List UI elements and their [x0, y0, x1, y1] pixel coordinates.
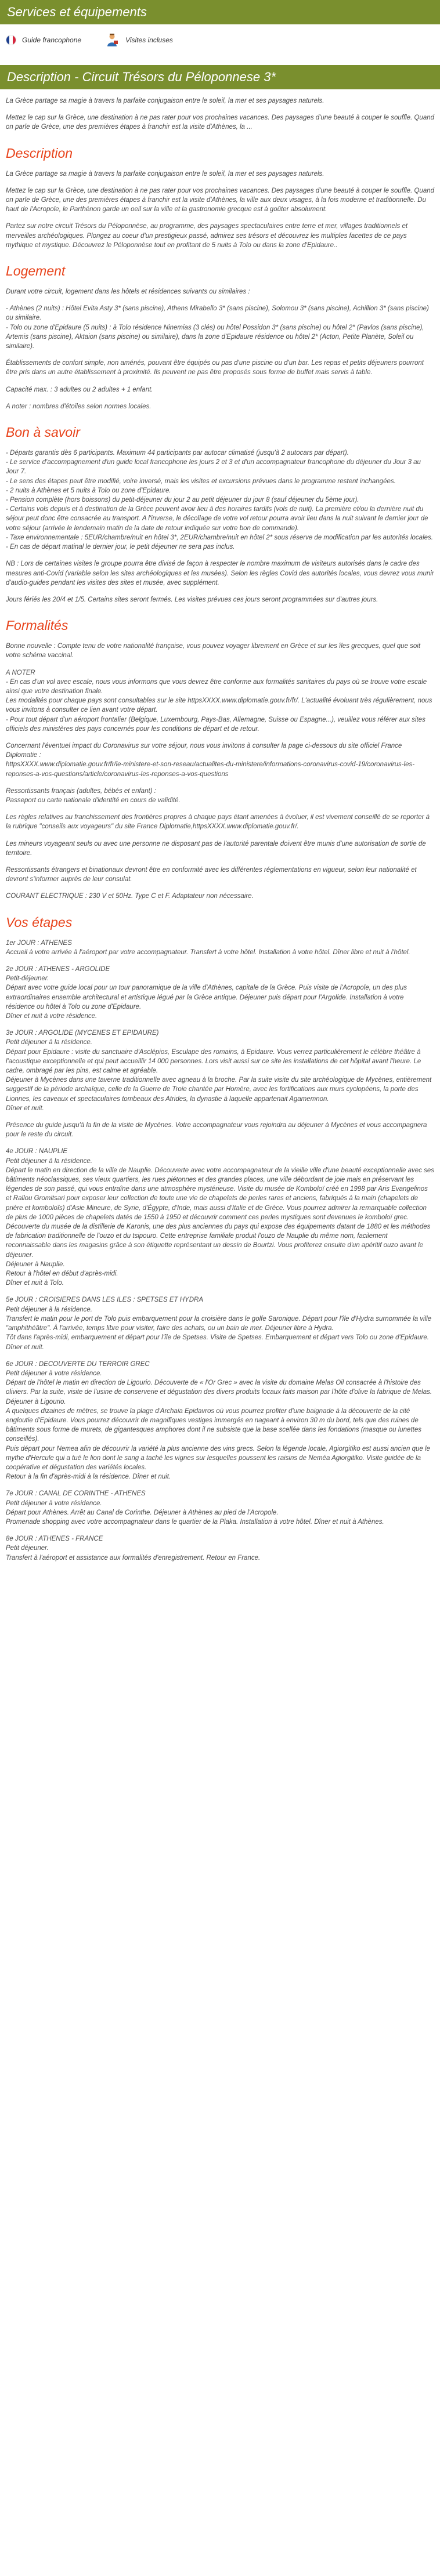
- logement-paragraph: Capacité max. : 3 adultes ou 2 adultes + 1 enfant.: [6, 386, 153, 393]
- service-label-guide: Guide francophone: [22, 35, 82, 44]
- logement-paragraph: Durant votre circuit, logement dans les hôtels et résidences suivants ou similaires :: [6, 288, 250, 296]
- day-block: 1er JOUR : ATHENES Accueil à votre arrivée à l'aéroport par votre accompagnateur. Transfert à votre hôtel. Installation à votre hôtel. Dîner libre et nuit à l'hôtel.: [6, 939, 410, 956]
- formalites-paragraph: A NOTER - En cas d'un vol avec escale, nous vous informons que vous devrez être conforme aux formalités sanitaires du pays où se trouve votre escale ainsi que votre destination finale. Les modalités pour chaque pays sont consultables sur le site httpsXXXX.www.diplomatie.gouv.fr/fr/. L'actualité évoluant très régulièrement, nous vous invitons à consulter ce lien avant votre départ. - Pour tout départ d'un aéroport frontalier (Belgique, Luxembourg, Pays-Bas, Allemagne, Suisse ou Espagne...), veuillez vous référer aux sites officiels des ministères des pays concernés pour les conditions de départ et de retour.: [6, 669, 432, 733]
- bon-a-savoir-paragraph: - Départs garantis dès 6 participants. Maximum 44 participants par autocar climatisé (jusqu'à 2 autocars par départ). - Le service d'accompagnement d'un guide local francophone les jours 2 et 3 et d'un accompagnateur francophone du déjeuner du Jour 3 au Jour 7. - Le sens des étapes peut être modifié, voire inversé, mais les visites et excursions prévues dans le programme restent inchangées. - 2 nuits à Athènes et 5 nuits à Tolo ou zone d'Epidaure. - Pension complète (hors boissons) du petit-déjeuner du jour 2 au petit déjeuner du jour 8 (sauf déjeuner du 5ème jour). - Certains vols depuis et à destination de la Grèce peuvent avoir lieu à des horaires tardifs (vols de nuit). La première et/ou la dernière nuit du séjour peut donc être consacrée au transport. A l'inverse, le décollage de votre vol retour pourra avoir lieu dans la nuit suivant le dernier jour de votre séjour (arrivée le lendemain matin de la date de retour indiquée sur votre bon de commande). - Taxe environnementale : 5EUR/chambre/nuit en hôtel 3*, 2EUR/chambre/nuit en hôtel 2* sous réserve de modification par les autorités locales. - En cas de départ matinal le dernier jour, le petit déjeuner ne sera pas inclus.: [6, 450, 433, 551]
- formalites-paragraph: Concernant l'éventuel impact du Coronavirus sur votre séjour, nous vous invitons à consulter la page ci-dessous du site officiel France Diplomatie : httpsXXXX.www.diplomatie.gouv.fr/fr/le-ministere-et-son-reseau/actualites-du-ministere/informations-coronavirus-covid-19/coronavirus-les-reponses-a-vos-questions/article/coronavirus-les-reponses-a-vos-questions: [6, 742, 415, 778]
- formalites-paragraph: Les mineurs voyageant seuls ou avec une personne ne disposant pas de l'autorité parentale doivent être munis d'une autorisation de sortie de territoire.: [6, 840, 426, 857]
- vos-etapes-heading: Vos étapes: [6, 914, 73, 930]
- intro-paragraph: Mettez le cap sur la Grèce, une destination à ne pas rater pour vos prochaines vacances. Des paysages d'une beauté à couper le souffle. Quand on parle de Grèce, une des premières étapes à franchir est la visite d'Athènes, la ...: [6, 114, 435, 131]
- service-item-guide: [6, 32, 81, 48]
- formalites-heading: Formalités: [6, 618, 68, 633]
- french-flag-icon: [6, 35, 16, 45]
- day-block: 7e JOUR : CANAL DE CORINTHE - ATHENES Petit déjeuner à votre résidence. Départ pour Athènes. Arrêt au Canal de Corinthe. Déjeuner à Athènes au pied de l'Acropole. Promenade shopping avec votre accompagnateur dans le quartier de la Plaka. Installation à votre hôtel. Dîner et nuit à Athènes.: [6, 1490, 384, 1526]
- day-block: 4e JOUR : NAUPLIE Petit déjeuner à la résidence. Départ le matin en direction de la ville de Nauplie. Découverte avec votre accompagnateur de la vieille ville d'une beauté exceptionnelle avec ses bâtiments néoclassiques, ses vieux quartiers, les rues piétonnes et des grandes places, une ville débordant de joie mais en préservant les légendes de son passé, qui vous entraîne dans une atmosphère mystérieuse. Visite du musée de Komboloï créé en 1998 par Aris Evangelinos et Rallou Gromitsari pour exposer leur collection de toute une vie de chapelets de perles rares et anciens, fabriqués à la main (chapelets de prière et komboloïs) d'Asie Mineure, de Syrie, d'Égypte, d'Inde, mais aussi d'Italie et de Grèce. Vous pourrez admirer la remarquable collection de plus de 1000 pièces de chapelets datés de 1550 à 1950 et découvrir comment ces perles mystiques sont devenues le komboloï grec. Découverte du musée de la distillerie de Karonis, une des plus anciennes du pays qui expose des équipements datant de 1880 et les méthodes de fabrication traditionnelle de l'ouzo et du tsipouro. Cette entreprise familiale produit l'ouzo de Nauplie du même nom, facilement reconnaissable dans les magasins grâce à son étiquette représentant un dessin de Bourtzi. Vous profiterez ensuite d'un apéritif ouzo avant le déjeuner. Déjeuner à Nauplie. Retour à l'hôtel en début d'après-midi. Dîner et nuit à Tolo.: [6, 1148, 434, 1287]
- bon-a-savoir-paragraph: NB : Lors de certaines visites le groupe pourra être divisé de façon à respecter le nombre maximum de visiteurs autorisés dans le cadre des mesures anti-Covid (variable selon les sites archéologiques et les musées). Selon les règles Covid des autorités locales, vous devrez vous munir d'audio-guides pendant les visites des sites et musée, avec supplément.: [6, 560, 434, 586]
- description-paragraph: Partez sur notre circuit Trésors du Péloponnèse, au programme, des paysages spectaculaires entre terre et mer, villages traditionnels et merveilles archéologiques. Plongez au coeur d'un prestigieux passé, admirez ses trésors et découvrez les multiples facettes de ce pays mythique et mystique. Découvrez le Péloponnèse tout en profitant de 5 nuits à Tolo ou dans la zone d'Epidaure..: [6, 223, 408, 249]
- services-list: [0, 31, 440, 65]
- formalites-paragraph: Ressortissants français (adultes, bébés et enfant) : Passeport ou carte nationale d'identité en cours de validité.: [6, 787, 181, 804]
- description-bar-title: Description - Circuit Trésors du Péloponnese 3*: [7, 70, 276, 84]
- day-block: 2e JOUR : ATHENES - ARGOLIDE Petit-déjeuner. Départ avec votre guide local pour un tour panoramique de la ville d'Athènes, capitale de la Grèce. Puis visite de l'Acropole, un des plus extraordinaires ensemble architectural et artistique légué par la Grèce antique. Déjeuner puis départ pour l'Argolide. Installation à votre résidence ou hôtel à Tolo ou zone d'Epidaure. Dîner et nuit à votre résidence.: [6, 965, 407, 1020]
- logement-paragraph: - Athènes (2 nuits) : Hôtel Evita Asty 3* (sans piscine), Athens Mirabello 3* (sans piscine), Solomou 3* (sans piscine), Achillion 3* (sans piscine) ou similaire. - Tolo ou zone d'Epidaure (5 nuits) : à Tolo résidence Ninemias (3 clés) ou hôtel Possidon 3* (sans piscine) ou hôtel 2* (Pavlos (sans piscine), Artemis (sans piscine), Aktaion (sans piscine) ou similaire), dans la zone d'Epidaure résidence ou hôtel 2* (Acton, Petite Planète, Soleil ou similaire).: [6, 305, 429, 350]
- logement-paragraph: Établissements de confort simple, non aménés, pouvant être équipés ou pas d'une piscine ou d'un bar. Les repas et petits déjeuners pourront être pris dans un autre établissement à proximité. Ils peuvent ne pas être proposés sous forme de buffet mais servis à table.: [6, 360, 424, 376]
- bon-a-savoir-paragraph: Jours fériés les 20/4 et 1/5. Certains sites seront fermés. Les visites prévues ces jours seront programmées sur d'autres jours.: [6, 596, 378, 603]
- formalites-paragraph: Ressortissants étrangers et binationaux devront être en conformité avec les différentes réglementations en vigueur, selon leur nationalité et devront s'informer auprès de leur consulat.: [6, 866, 417, 883]
- intro-paragraph: La Grèce partage sa magie à travers la parfaite conjugaison entre le soleil, la mer et ses paysages naturels.: [6, 97, 324, 104]
- day-note: Présence du guide jusqu'à la fin de la visite de Mycènes. Votre accompagnateur vous rejoindra au déjeuner à Mycènes et vous accompagnera pour le reste du circuit.: [6, 1122, 427, 1139]
- logement-heading: Logement: [6, 263, 66, 279]
- content: [0, 96, 440, 1593]
- description-paragraph: Mettez le cap sur la Grèce, une destination à ne pas rater pour vos prochaines vacances. Des paysages d'une beauté à couper le souffle. Quand on parle de Grèce, une des premières étapes à franchir est la visite d'Athènes, la ville aux deux visages, à la fois moderne et traditionnelle. Du haut de l'Acropole, le Parthénon garde un oeil sur la ville et la gastronomie grecque est à goûter absolument.: [6, 187, 435, 213]
- description-bar: [0, 65, 440, 89]
- formalites-paragraph: Les règles relatives au franchissement des frontières propres à chaque pays étant amenées à évoluer, il est vivement conseillé de se reporter à la rubrique "conseils aux voyageurs" du site France Diplomatie,httpsXXXX.www.diplomatie.gouv.fr/.: [6, 814, 430, 831]
- services-bar: [0, 0, 440, 24]
- formalites-paragraph: COURANT ELECTRIQUE : 230 V et 50Hz. Type C et F. Adaptateur non nécessaire.: [6, 893, 254, 900]
- day-block: 6e JOUR : DECOUVERTE DU TERROIR GREC Petit déjeuner à votre résidence. Départ de l'hôtel le matin en direction de Ligourio. Découverte de « l'Or Grec » avec la visite du domaine Melas Oil consacrée à l'histoire des oliviers. Par la suite, visite de l'usine de conserverie et dégustation des divers produits locaux faits maison par l'hôte d'olive la fabrique de Melas. Déjeuner à Ligourio. A quelques dizaines de mètres, se trouve la plage d'Archaia Epidavros où vous pourrez profiter d'une baignade à la découverte de la cité engloutie d'Epidaure. Vous pourrez découvrir de magnifiques vestiges immergés en nageant à environ 30 m du bord, tels que des ruines de bâtiments sous forme de murets, de gigantesques amphores dont il ne subsiste que la base scellée dans les fondations (masque ou lunettes conseillés). Puis départ pour Nemea afin de découvrir la variété la plus ancienne des vins grecs. Selon la légende locale, Agiorgitiko est aussi ancien que le mythe d'Hercule qui a tué le lion dont le sang a taché les vignes sur lesquelles poussent les raisins de Neméa Agiorgitiko. Visite guidée de la coopérative et dégustation des variétés locales. Retour à la fin d'après-midi à la résidence. Dîner et nuit.: [6, 1360, 432, 1481]
- service-label-visits: Visites incluses: [125, 35, 173, 44]
- bon-a-savoir-heading: Bon à savoir: [6, 425, 80, 440]
- day-block: 3e JOUR : ARGOLIDE (MYCENES ET EPIDAURE) Petit déjeuner à la résidence. Départ pour Epidaure : visite du sanctuaire d'Asclépios, Esculape des romains, à Epidaure. Vous verrez particulièrement le célèbre théâtre à l'acoustique exceptionnelle et qui peut accueillir 14 000 personnes. Lors visit aussi sur ce site les installations de cet hôpital avant l'heure. Le cadre, ombragé par les pins, est calme et agréable. Déjeuner à Mycènes dans une taverne traditionnelle avec agneau à la broche. Par la suite visite du site archéologique de Mycènes, entièrement suggestif de la période archaïque, celle de la Guerre de Troie chantée par Homère, avec les fortifications aux murs cyclopéens, la porte des Lionnes, les caveaux et spectaculaires tombeaux des Atrides, la dynastie à laquelle appartenait Agamemnon. Dîner et nuit.: [6, 1030, 432, 1112]
- logement-paragraph: A noter : nombres d'étoiles selon normes locales.: [6, 403, 152, 410]
- description-heading: Description: [6, 145, 73, 161]
- guided-visit-icon: [104, 32, 120, 48]
- services-title: Services et équipements: [7, 5, 147, 19]
- formalites-paragraph: Bonne nouvelle : Compte tenu de votre nationalité française, vous pouvez voyager librement en Grèce et sur les îles grecques, quel que soit votre schéma vaccinal.: [6, 643, 421, 660]
- description-paragraph: La Grèce partage sa magie à travers la parfaite conjugaison entre le soleil, la mer et ses paysages naturels.: [6, 170, 324, 177]
- service-item-visits: [104, 32, 173, 48]
- day-block: 8e JOUR : ATHENES - FRANCE Petit déjeuner. Transfert à l'aéroport et assistance aux formalités d'enregistrement. Retour en France.: [6, 1535, 261, 1561]
- day-block: 5e JOUR : CROISIERES DANS LES ILES : SPETSES ET HYDRA Petit déjeuner à la résidence. Transfert le matin pour le port de Tolo puis embarquement pour la croisière dans le golfe Saronique. Départ pour l'île d'Hydra surnommée la ville "amphithéâtre". À l'arrivée, temps libre pour visiter, faire des achats, ou un bain de mer. Déjeuner libre à Hydra. Tôt dans l'après-midi, embarquement et départ pour l'île de Spetses. Visite de Spetses. Embarquement et départ vers Tolo ou zone d'Epidaure. Dîner et nuit.: [6, 1296, 432, 1351]
